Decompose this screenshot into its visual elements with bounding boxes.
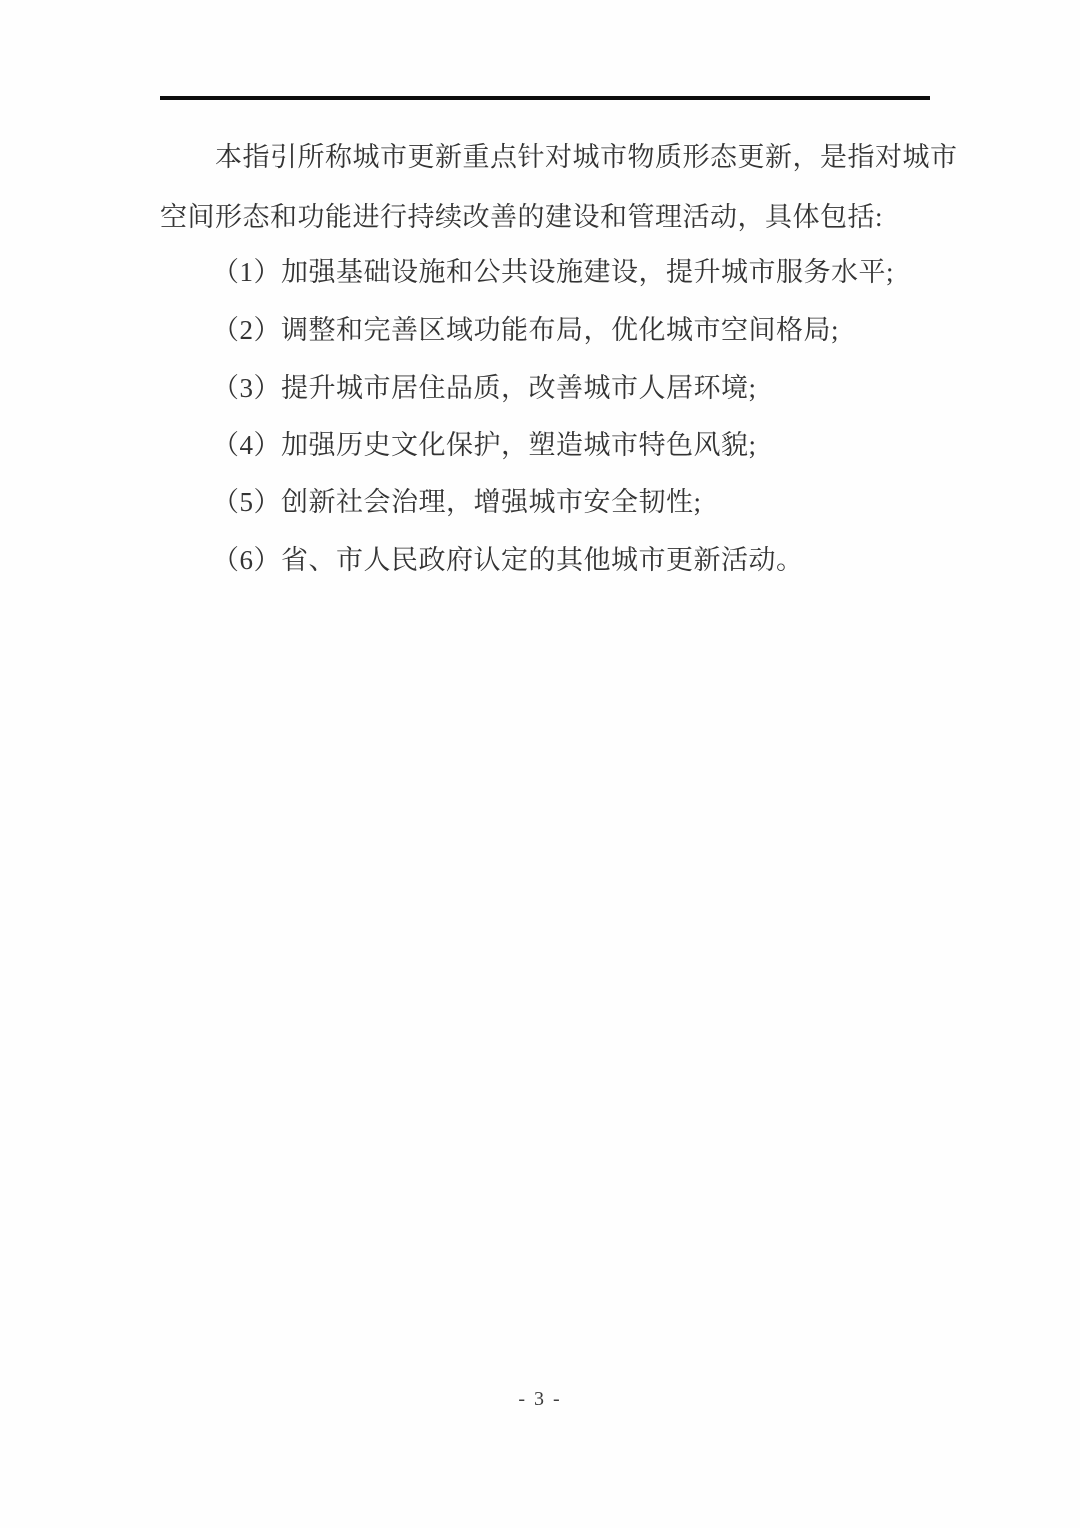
list-item-3: （3）提升城市居住品质，改善城市人居环境; (212, 373, 757, 403)
list-item-2: （2）调整和完善区域功能布局，优化城市空间格局; (212, 315, 840, 345)
list-item-4: （4）加强历史文化保护，塑造城市特色风貌; (212, 430, 757, 460)
list-item-6: （6）省、市人民政府认定的其他城市更新活动。 (212, 545, 804, 575)
list-item-5: （5）创新社会治理，增强城市安全韧性; (212, 487, 702, 517)
page-number: - 3 - (518, 1388, 562, 1410)
paragraph-line-2: 空间形态和功能进行持续改善的建设和管理活动，具体包括: (160, 202, 884, 232)
header-rule (160, 96, 930, 100)
list-item-1: （1）加强基础设施和公共设施建设，提升城市服务水平; (212, 257, 895, 287)
paragraph-line-1: 本指引所称城市更新重点针对城市物质形态更新，是指对城市 (215, 142, 958, 172)
